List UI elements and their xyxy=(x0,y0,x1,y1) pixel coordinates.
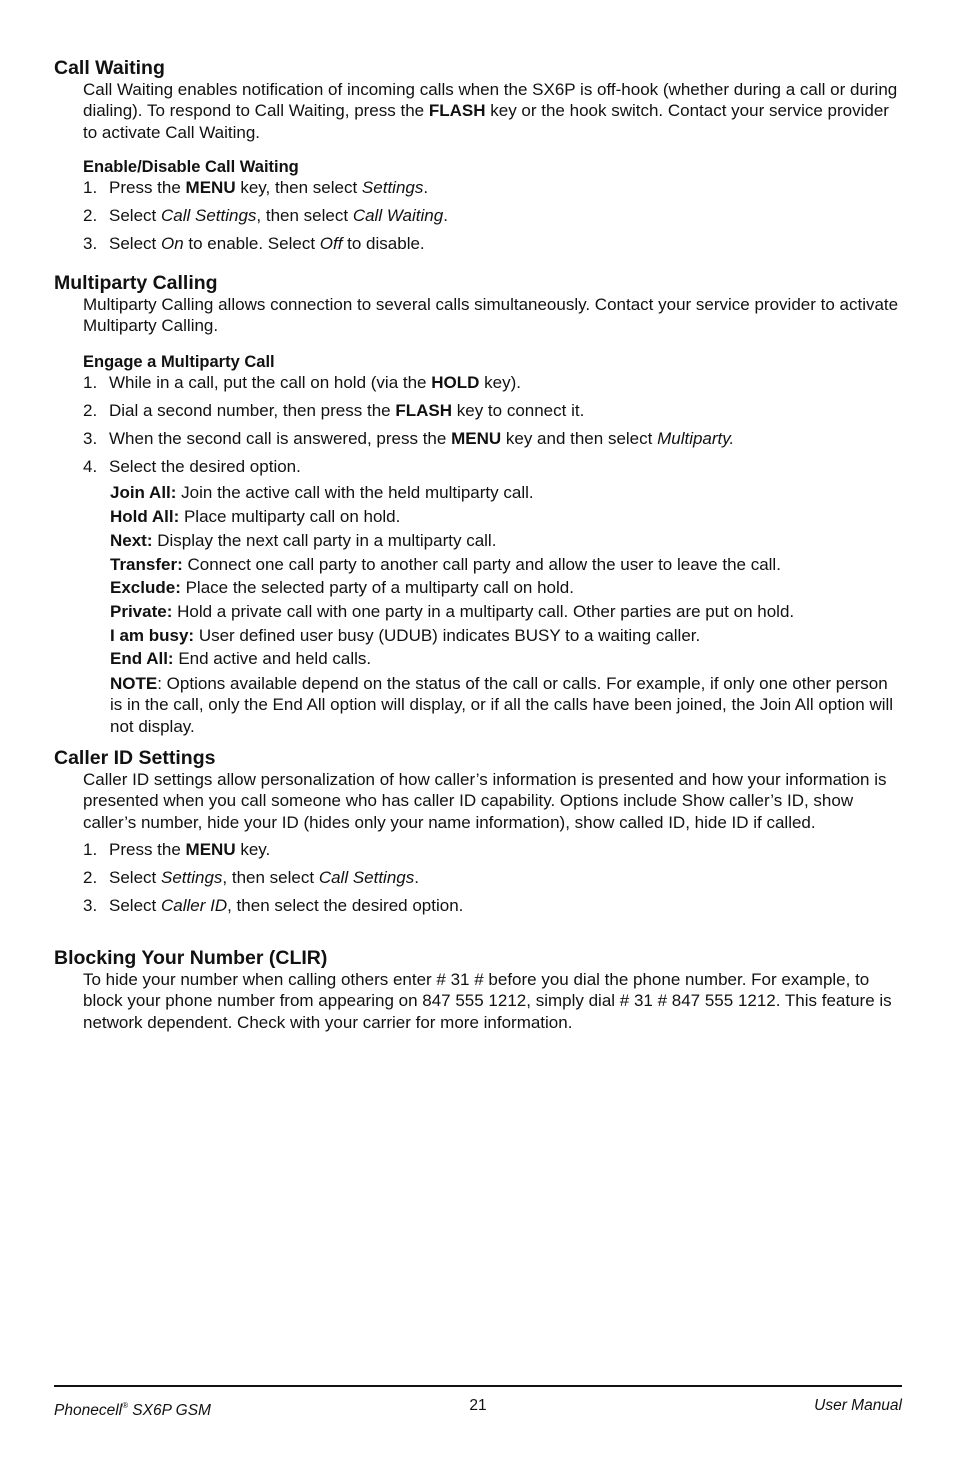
option-item: End All: End active and held calls. xyxy=(110,649,372,669)
option-item: Private: Hold a private call with one party in a multiparty call. Other parties are put on hold. xyxy=(110,601,795,621)
option-label: Exclude: xyxy=(110,578,181,598)
step-item: 2. Select Call Settings, then select Call Waiting. xyxy=(83,206,448,226)
option-label: Next: xyxy=(110,530,153,550)
note: NOTE: Options available depend on the status of the call or calls. For example, if only one other person is in the call, only the End All option will display, or if all the calls have been joined, the Join All option will not display. xyxy=(110,673,894,736)
page-footer xyxy=(54,1385,902,1419)
section-title: Call Waiting xyxy=(54,57,165,79)
note-label: NOTE xyxy=(110,673,158,693)
option-item: Transfer: Connect one call party to another call party and allow the user to leave the call. xyxy=(110,554,781,574)
step-item: 3. When the second call is answered, press the MENU key and then select Multiparty. xyxy=(83,429,735,449)
step-item: 3. Select Caller ID, then select the desired option. xyxy=(83,896,464,916)
section-multiparty-calling xyxy=(54,272,904,737)
section-title: Blocking Your Number (CLIR) xyxy=(54,947,328,969)
step-item: 4. Select the desired option. xyxy=(83,457,301,477)
section-title: Multiparty Calling xyxy=(54,272,218,294)
registered-mark: ® xyxy=(122,1401,128,1410)
step-item: 2. Select Settings, then select Call Settings. xyxy=(83,868,419,888)
option-label: End All: xyxy=(110,649,174,669)
step-item: 2. Dial a second number, then press the FLASH key to connect it. xyxy=(83,400,585,420)
section-call-waiting xyxy=(54,57,904,263)
step-item: 1. Press the MENU key, then select Settings. xyxy=(83,177,429,197)
option-item: Exclude: Place the selected party of a multiparty call on hold. xyxy=(110,578,574,598)
option-item: Next: Display the next call party in a multiparty call. xyxy=(110,530,497,550)
key-name: FLASH xyxy=(428,101,486,121)
option-label: Private: xyxy=(110,601,173,621)
section-description: Multiparty Calling allows connection to several calls simultaneously. Contact your service provider to activate Multiparty Calling. xyxy=(83,295,899,336)
footer-doc-title: User Manual xyxy=(814,1397,902,1414)
subsection-title: Enable/Disable Call Waiting xyxy=(83,157,299,176)
step-item: 1. While in a call, put the call on hold (via the HOLD key). xyxy=(83,372,521,392)
subsection-title: Engage a Multiparty Call xyxy=(83,352,275,371)
option-label: Join All: xyxy=(110,483,177,503)
step-item: 3. Select On to enable. Select Off to disable. xyxy=(83,234,425,254)
option-label: I am busy: xyxy=(110,625,195,645)
page-number: 21 xyxy=(469,1397,487,1414)
steps-list xyxy=(54,373,904,478)
section-caller-id-settings xyxy=(54,747,904,925)
option-item: I am busy: User defined user busy (UDUB) indicates BUSY to a waiting caller. xyxy=(110,625,701,645)
option-item: Hold All: Place multiparty call on hold. xyxy=(110,507,401,527)
section-description: Call Waiting enables notification of incoming calls when the SX6P is off-hook (whether during a call or during dialing). To respond to Call Waiting, press the FLASH key or the hook switch. Contact your service provider to activate Call Waiting. xyxy=(83,80,898,142)
option-label: Hold All: xyxy=(110,507,180,527)
steps-list xyxy=(54,178,904,255)
section-blocking-number xyxy=(54,947,904,1033)
step-item: 1. Press the MENU key. xyxy=(83,839,271,859)
section-description: Caller ID settings allow personalization of how caller’s information is presented and how your information is presented when you call someone who has caller ID capability. Options include Show caller’s ID, show caller’s number, hide your ID (hides only your name information), show called ID, hide ID if called. xyxy=(83,770,887,832)
section-description: To hide your number when calling others enter # 31 # before you dial the phone number. For example, to block your phone number from appearing on 847 555 1212, simply dial # 31 # 847 555 1212. This feature is network dependent. Check with your carrier for more information. xyxy=(83,970,892,1032)
option-label: Transfer: xyxy=(110,554,183,574)
steps-list xyxy=(54,840,904,917)
option-item: Join All: Join the active call with the held multiparty call. xyxy=(110,483,534,503)
footer-product: Phonecell® SX6P GSM xyxy=(54,1401,211,1419)
options-list xyxy=(54,483,904,736)
section-title: Caller ID Settings xyxy=(54,747,216,769)
